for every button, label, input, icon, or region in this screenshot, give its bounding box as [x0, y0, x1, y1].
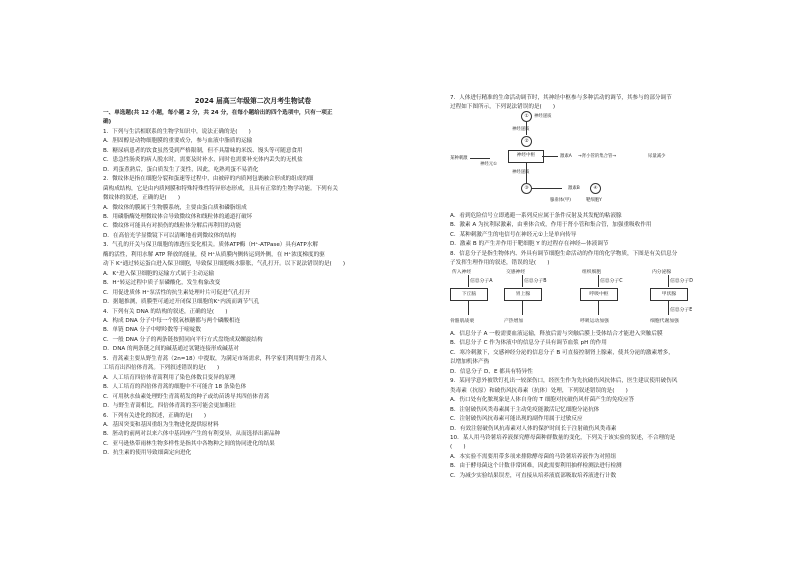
fig2-top-label: 内分泌腺	[652, 270, 672, 275]
text-line: D．信息分子 D、E 都具有特异性	[450, 368, 533, 375]
fig2-top-label: 传入神经	[452, 270, 472, 275]
signal-molecule-diagram	[450, 268, 710, 328]
fig2-signal-e: 信息分子E	[670, 308, 693, 313]
text-line: 1．下列与生活相联系的生物学知识中，说法正确的是( )	[103, 128, 251, 135]
circle-1: ①	[521, 111, 532, 122]
right-column-2-block	[450, 212, 750, 269]
text-line: ( )	[450, 444, 466, 451]
label-hormone-b: 激素B	[568, 186, 580, 191]
page-title: 2024 届高三年级第二次月考生物试卷	[194, 97, 312, 105]
label-target: 靶细胞Y	[586, 198, 602, 203]
text-line: B．信息分子 C 作为体液中的信息分子具有调节血浆 pH 的作用	[450, 340, 607, 347]
fig2-signal-label: 信息分子A	[470, 279, 493, 284]
fig2-signal-label: 信息分子D	[670, 279, 693, 284]
text-line: C．可用秋水仙素处理野生青蒿萌发的种子或幼苗诱导其四倍体青蒿	[103, 393, 270, 400]
text-line: D．与野生青蒿相比，四倍体青蒿的茎可能会更加粗壮	[103, 403, 236, 410]
text-line: 4．下列有关 DNA 的结构的叙述，正确的是( )	[103, 308, 228, 315]
text-line: 工培育出四倍体青蒿。下列叙述错误的是( )	[103, 365, 220, 372]
fig2-bottom-label: 呼吸运动加强	[580, 319, 609, 324]
text-line: B．激素 A 为抗利尿激素，由垂体合成，作用于肾小管和集合管，加强重吸收作用	[450, 222, 652, 229]
text-line: B．糖尿病患者的饮食虽然受到严格限制，但不具甜味的米饭、馒头等可随意食用	[103, 147, 303, 154]
fig2-top-label: 组织细胞	[582, 270, 602, 275]
label-neurotransmitter-2: 神经递质	[512, 127, 530, 132]
fig2-box: 呼吸中枢	[580, 288, 618, 301]
fig2-signal-label: 信息分子C	[600, 279, 623, 284]
text-line: C．亚马逊热带雨林生物多样性是指其中各物种之间的协同进化的结果	[103, 440, 275, 447]
text-line: C．患急性肠炎的病人脱水时，需要及时补水，同时也需要补充体内丢失的无机盐	[103, 157, 303, 164]
text-line: B．由于酵母菌这个计数非常困难，因此需要利用抽样检测法进行检测	[450, 463, 622, 470]
text-line: D．激素 B 的产生并作用于靶细胞 Y 的过程存在神经—体液调节	[450, 241, 609, 248]
text-line: A．本实验不需要用带多项来排除酵母菌的马铃薯培养液作为对照组	[450, 453, 617, 460]
text-line: C．某种刺激产生的电信号在神经元①上是单向传导	[450, 231, 577, 238]
label-hormone-a: 激素A	[560, 154, 572, 159]
text-line: D．在高倍光学显微镜下可以清晰地看到微纹体的结构	[103, 232, 236, 239]
text-line: 3．气孔的开关与保卫细胞的渗透压变化相关。质体ATP酶（H⁺-ATPase）具有ATP水解	[103, 242, 318, 249]
text-line: B．H⁺转运过程中质子泵磷酸化，发生构象改变	[103, 280, 221, 287]
text-line: B．单链 DNA 分子中嘌呤数等于嘧啶数	[103, 327, 202, 334]
label-stimulus: 某种刺激	[450, 156, 468, 161]
text-line: 酶的活性，利用水解 ATP 释放的能量，使 H⁺从质膜内侧转运到外侧，在 H⁺浓度梯度的驱	[103, 251, 325, 258]
text-line: D．鸡蛋煮熟后，蛋白质发生了变性，因此，吃熟鸡蛋不易消化	[103, 166, 259, 173]
neural-center-box: 神经中枢	[508, 150, 544, 163]
fig2-bottom-label: 产热增加	[504, 319, 524, 324]
label-urine: 尿量减少	[648, 154, 666, 159]
text-line: A．人工培育四倍体青蒿利用了染色体数目变异的原理	[103, 374, 236, 381]
fig2-box: 甲状腺	[650, 288, 688, 301]
text-line: C．微纹体可能具有对损伤的线粒体分解后再利用的功能	[103, 223, 242, 230]
text-line: 过程如下图所示，下列说法错误的是( )	[450, 104, 556, 111]
label-neuron: 神经元①	[480, 162, 498, 167]
fig2-box: 胃上腺	[504, 288, 542, 301]
label-pituitary: 腺垂体(甲)	[550, 198, 571, 203]
text-line: 类毒素（抗原）和破伤风抗毒素（抗体）处理，下列叙述错误的是( )	[450, 387, 628, 394]
text-line: 7．人体进行精准的生命活动调节时，其神经中枢参与多种活动的调节，其参与的部分调节	[450, 95, 672, 101]
fig2-bottom-label: 细胞代谢加强	[650, 319, 679, 324]
text-line: A．信息分子 A 一般需要血液运输，释放后需与突触后膜上受体结合才能进入突触后膜	[450, 331, 663, 337]
text-line: D．抗生素的使用导致细菌定向进化	[103, 450, 192, 457]
text-line: A．K⁺进入保卫细胞的运输方式属于主动运输	[103, 270, 215, 277]
fig2-signal-label: 信息分子B	[524, 279, 547, 284]
text-line: A．看到危险信号立即逃避一系列反应属于条件反射及其发配的粘液腺	[450, 213, 622, 219]
text-line: 确)	[103, 119, 112, 126]
text-line: C．寒冷刺激下，交感神经分泌的信息分子 B 可直接控制肾上腺素，使其分泌的激素增多，	[450, 349, 674, 356]
circle-2: ②	[521, 136, 532, 147]
text-line: A．微纹体的膜属于生物膜系统，主要由蛋白质和磷脂组成	[103, 204, 247, 211]
text-line: B．人工培育的四倍体青蒿的细胞中不可能含 18 条染色体	[103, 384, 247, 391]
text-line: 动下 K⁺通过转运蛋白进入保卫细胞，导致保卫细胞吸水膨胀，气孔打开。以下说法错误的是( )	[103, 261, 346, 268]
circle-3: ③	[521, 183, 532, 194]
text-line: D．有效注射破伤风抗毒素对人体的保护时间长于注射破伤风类毒素	[450, 425, 617, 432]
text-line: 5．青蒿素主要从野生青蒿（2n=18）中提取，为满足市场需求，科学家们利用野生青蒿人	[103, 355, 327, 362]
label-neurotransmitter-3: 神经递质	[512, 170, 530, 175]
text-line: C．注射破伤风抗毒素可能出现的副作用属于过敏反应	[450, 416, 583, 423]
text-line: 菌构成结构，它是由内质网膜和特殊特殊性特异形态形成，且具有正常的生物学功能。下列有关	[103, 185, 338, 192]
left-column	[103, 109, 403, 459]
text-line: A．伤口处有化脓现象是人体自身的 T 细胞对抗破伤风杆菌产生的免疫应答	[450, 397, 635, 404]
label-neurotransmitter: 神经递质	[534, 114, 552, 119]
text-line: 一、单选题(共 12 小题，每小题 2 分，共 24 分，在每小题给出的四个选项中，只有一项正	[103, 110, 333, 116]
text-line: 子发挥生理作用的叙述，错误的是( )	[450, 260, 550, 267]
fig2-top-label: 交感神经	[506, 270, 526, 275]
text-line: C．用促进质体 H⁺泵活性的抗生素处理叶片可促进气孔打开	[103, 289, 251, 296]
text-line: 10．某人用马铃薯培养液探究酵母菌种群数量的变化，下列关于该实验的叙述，不合理的是	[450, 434, 676, 441]
text-line: B．注射破伤风类毒素属于主动免疫能激活记忆细胞分泌抗体	[450, 406, 600, 413]
text-line: 微纹体的叙述，正确的是( )	[103, 195, 181, 202]
right-column-3-block	[450, 330, 750, 481]
text-line: D．据题推测，质膜型可通过开闭保卫细胞的K⁺内流而调节气孔	[103, 299, 260, 306]
circle-4: ④	[590, 183, 601, 194]
text-line: 以增加机体产热	[450, 359, 490, 366]
text-line: A．构成 DNA 分子中每一个脱氧核糖都与两个磷酸相连	[103, 317, 241, 324]
text-line: A．基因突变和基因重组为生物进化提供原材料	[103, 421, 219, 428]
text-line: B．胚动的前两对以来六体中基因座产生的有利变异，从而选择出新品种	[103, 431, 281, 438]
text-line: 8．信息分子是指生物体内、外具有调节细胞生命活动的作用的化学物质，下图是有关信息分	[450, 250, 678, 257]
text-line: C．一般 DNA 分子的两条链按照同向平行方式盘绕成双螺旋结构	[103, 336, 263, 343]
text-line: 6．下列有关进化的叙述，正确的是( )	[103, 412, 207, 419]
text-line: D．DNA 的两条链之间的碱基通过氢键连接形成碱基对	[103, 346, 239, 353]
regulation-diagram	[450, 111, 710, 207]
label-collecting-duct: →肾小管的集合管→	[578, 154, 617, 159]
text-line: 9．某同学意外被铁钉扎出一较深伤口，经医生作为先抗破伤风抗体后，医生建议使用破伤风	[450, 378, 678, 385]
text-line: B．用磷脂酶处理微纹体合导致微纹体和线粒体的通道打破坏	[103, 213, 253, 220]
text-line: C．为减少实验结果误差，可直接从培养液底部吸取培养液进行计数	[450, 472, 617, 479]
text-line: A．胆固醇是动物细胞膜的重要成分，参与血液中脂质的运输	[103, 138, 253, 145]
fig2-box: 下丘脑	[450, 288, 488, 301]
fig2-bottom-label: 骨骼肌战栗	[450, 319, 474, 324]
text-line: 2．微纹体是指在细胞分裂和蛋速等过程中，由被碎的内质网包裹融合形成的组成的细	[103, 176, 314, 183]
